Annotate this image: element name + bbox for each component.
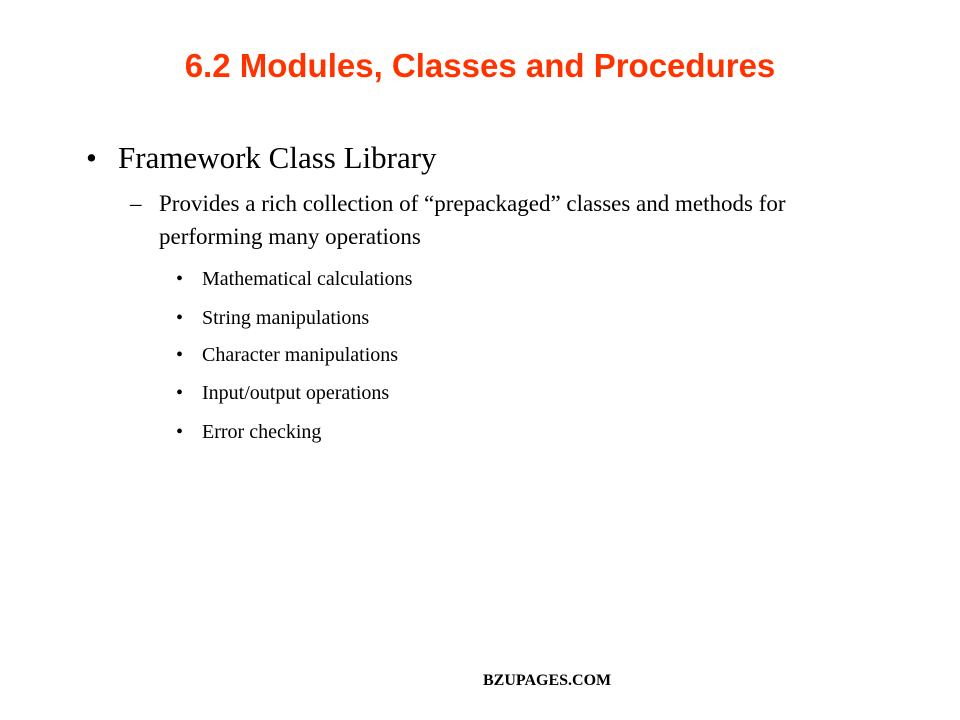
bullet-icon: • — [176, 382, 184, 404]
footer-watermark: BZUPAGES.COM — [483, 672, 612, 689]
bullet-level3-item — [176, 304, 369, 332]
bullet-level3-text: Character manipulations — [202, 344, 399, 366]
bullet-icon: • — [176, 307, 184, 329]
slide-title: 6.2 Modules, Classes and Procedures — [184, 47, 776, 84]
bullet-icon: • — [176, 344, 184, 366]
bullet-level3-item — [176, 418, 321, 446]
bullet-level2 — [130, 187, 830, 253]
bullet-level3-item — [176, 265, 412, 293]
bullet-level1-text: Framework Class Library — [118, 140, 437, 175]
bullet-level3-text: Input/output operations — [202, 382, 390, 404]
bullet-level3-text: Error checking — [202, 421, 322, 443]
bullet-level3-text: String manipulations — [202, 307, 370, 329]
bullet-level1 — [86, 137, 437, 179]
dash-icon: – — [130, 191, 142, 216]
bullet-icon: • — [86, 140, 97, 175]
bullet-level2-text: Provides a rich collection of “prepackaged” classes and methods for performing many operations — [159, 191, 786, 249]
bullet-level3-item — [176, 379, 389, 407]
bullet-icon: • — [176, 268, 184, 290]
bullet-level3-text: Mathematical calculations — [202, 268, 413, 290]
bullet-icon: • — [176, 421, 184, 443]
bullet-level3-item — [176, 341, 398, 369]
